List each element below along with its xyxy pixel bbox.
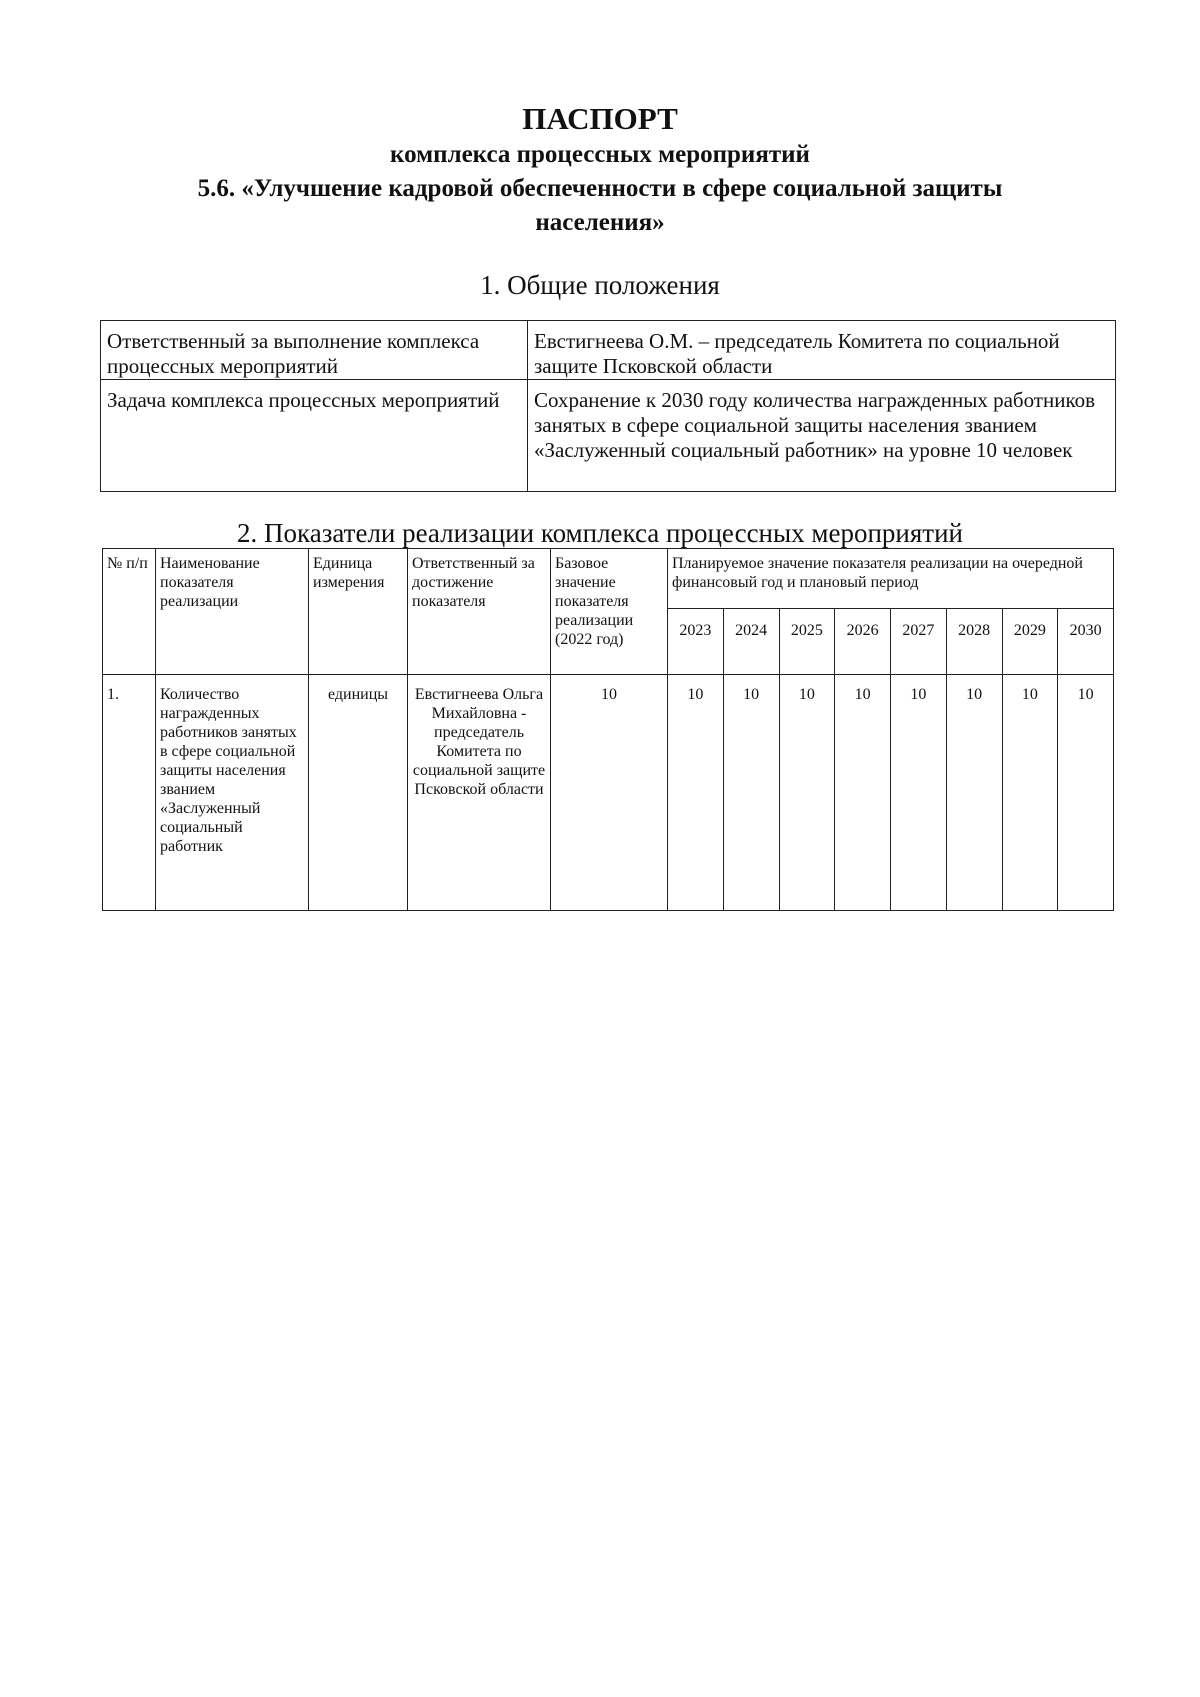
row-value-cell: 10 xyxy=(1058,675,1114,911)
row-num: 1. xyxy=(103,675,156,911)
general-value: Сохранение к 2030 году количества награжденных работников занятых в сфере социальной защиты населения званием «Заслуженный социальный работник» на уровне 10 человек xyxy=(528,380,1116,492)
year-cell: 2030 xyxy=(1058,609,1114,675)
row-value-cell: 10 xyxy=(835,675,891,911)
year-cell: 2026 xyxy=(835,609,891,675)
year-cell: 2028 xyxy=(946,609,1002,675)
title-line-2: комплекса процессных мероприятий xyxy=(390,141,810,168)
row-value-cell: 10 xyxy=(668,675,724,911)
general-row xyxy=(101,321,1116,380)
passport-title xyxy=(100,100,1100,240)
indicator-row xyxy=(103,675,1114,911)
year-cell: 2023 xyxy=(668,609,724,675)
section1-heading: 1. Общие положения xyxy=(480,270,720,300)
header-num: № п/п xyxy=(103,549,156,675)
title-line-1: ПАСПОРТ xyxy=(522,101,678,136)
general-label: Задача комплекса процессных мероприятий xyxy=(101,380,528,492)
year-cell: 2029 xyxy=(1002,609,1058,675)
year-cell: 2025 xyxy=(779,609,835,675)
row-name: Количество награжденных работников занятых в сфере социальной защиты населения званием «Заслуженный социальный работник xyxy=(156,675,309,911)
row-base: 10 xyxy=(551,675,668,911)
row-value-cell: 10 xyxy=(891,675,947,911)
row-unit: единицы xyxy=(309,675,408,911)
row-value-cell: 10 xyxy=(1002,675,1058,911)
general-provisions-table xyxy=(100,320,1116,492)
year-cell: 2027 xyxy=(891,609,947,675)
header-unit: Единица измерения xyxy=(309,549,408,675)
row-value-cell: 10 xyxy=(723,675,779,911)
header-responsible: Ответственный за достижение показателя xyxy=(408,549,551,675)
year-cell: 2024 xyxy=(723,609,779,675)
title-line-3: 5.6. «Улучшение кадровой обеспеченности в сфере социальной защиты xyxy=(197,175,1003,202)
general-label: Ответственный за выполнение комплекса процессных мероприятий xyxy=(101,321,528,380)
section2-heading: 2. Показатели реализации комплекса процессных мероприятий xyxy=(237,518,963,548)
general-value: Евстигнеева О.М. – председатель Комитета по социальной защите Псковской области xyxy=(528,321,1116,380)
header-name: Наименование показателя реализации xyxy=(156,549,309,675)
indicators-table xyxy=(102,548,1114,911)
header-base: Базовое значение показателя реализации (2022 год) xyxy=(551,549,668,675)
row-value-cell: 10 xyxy=(779,675,835,911)
indicators-header-row xyxy=(103,549,1114,609)
title-line-4: населения» xyxy=(535,209,665,236)
row-value-cell: 10 xyxy=(946,675,1002,911)
general-row xyxy=(101,380,1116,492)
header-planned: Планируемое значение показателя реализации на очередной финансовый год и плановый период xyxy=(668,549,1114,609)
row-responsible: Евстигнеева Ольга Михайловна - председатель Комитета по социальной защите Псковской области xyxy=(408,675,551,911)
